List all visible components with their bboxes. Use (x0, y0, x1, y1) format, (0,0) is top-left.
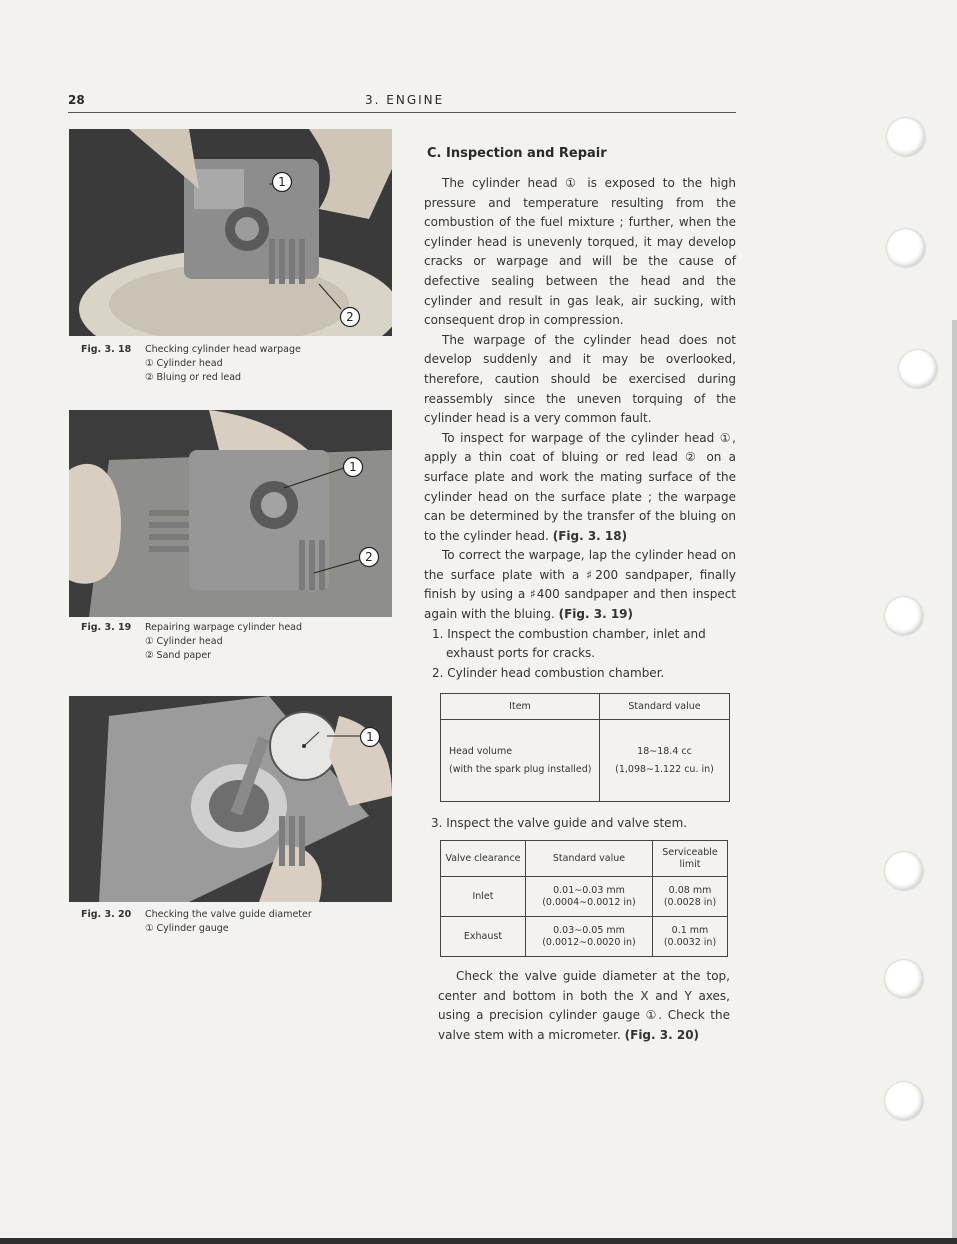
svg-text:2: 2 (365, 550, 373, 564)
paragraph (424, 546, 736, 624)
binder-hole-icon (885, 852, 923, 890)
binder-hole-icon (899, 350, 937, 388)
binder-hole-icon (885, 597, 923, 635)
page-edge (952, 320, 957, 1244)
list-item-3 (431, 814, 743, 834)
table-cell: Inlet (441, 877, 526, 917)
list-item: 1. Inspect the combustion chamber, inlet and exhaust ports for cracks. (432, 626, 706, 661)
cell-text: (0.0028 in) (663, 896, 717, 908)
cylinder-gauge-image (69, 696, 392, 902)
repairing-warpage-image (69, 410, 392, 617)
figure-3-19-photo (69, 410, 392, 617)
paragraph-text: Check the valve guide diameter at the top, center and bottom in both the X and Y axes, using a precision cylinder gauge ①. Check the valve stem with a micrometer. (438, 969, 730, 1042)
cell-text: 18∼18.4 cc (637, 745, 692, 757)
table-cell (600, 720, 730, 802)
svg-text:2: 2 (346, 310, 354, 324)
header-rule (68, 112, 736, 113)
figure-3-18-photo (69, 129, 392, 336)
marker-2-icon (358, 546, 380, 568)
figure-label: Fig. 3. 18 (81, 344, 132, 355)
binder-hole-icon (887, 229, 925, 267)
cell-text: 0.1 mm (671, 924, 709, 936)
figure-3-20-caption (81, 908, 381, 938)
figure-title: Checking the valve guide diameter (145, 909, 312, 920)
table-header: Standard value (526, 841, 653, 877)
figure-reference: (Fig. 3. 18) (552, 528, 628, 543)
cell-text: 0.08 mm (668, 884, 712, 896)
body-text-top (424, 174, 736, 683)
table-header: Valve clearance (441, 841, 526, 877)
paragraph: The cylinder head ① is exposed to the high pressure and temperature resulting from the combustion of the fuel mixture ; further, when the cylinder head is unevenly torqued, it may develop cracks or warpage and will be the cause of defective sealing between the head and the cylinder and result in gas leak, air sucking, with consequent drop in compression. (424, 176, 736, 328)
figure-item: ① Cylinder gauge (145, 923, 229, 934)
figure-3-20-photo (69, 696, 392, 902)
table-cell (441, 720, 600, 802)
svg-text:1: 1 (349, 460, 357, 474)
marker-1-icon (271, 171, 293, 193)
figure-item: ② Sand paper (145, 650, 212, 661)
figure-reference: (Fig. 3. 19) (558, 607, 634, 622)
table-header: Item (441, 694, 600, 720)
cell-text: Head volume (449, 745, 513, 757)
list-item: 3. Inspect the valve guide and valve stem. (431, 816, 688, 830)
marker-2-icon (339, 306, 361, 328)
cell-text: (0.0032 in) (663, 936, 717, 948)
table-cell (526, 877, 653, 917)
cell-text: 0.01∼0.03 mm (553, 884, 625, 896)
figure-item: ② Bluing or red lead (145, 372, 242, 383)
cell-text: (0.0012∼0.0020 in) (542, 936, 636, 948)
cell-text: (0.0004∼0.0012 in) (542, 896, 636, 908)
figure-reference: (Fig. 3. 20) (624, 1027, 700, 1042)
table-cell (526, 917, 653, 957)
figure-label: Fig. 3. 20 (81, 909, 132, 920)
figure-title: Repairing warpage cylinder head (145, 622, 303, 633)
scan-edge (0, 1238, 957, 1244)
figure-item: ① Cylinder head (145, 358, 223, 369)
table-header: Standard value (600, 694, 730, 720)
list-item: 2. Cylinder head combustion chamber. (432, 665, 665, 680)
valve-clearance-table (440, 840, 728, 957)
figure-item: ① Cylinder head (145, 636, 223, 647)
paragraph (438, 967, 730, 1045)
running-header: 3. ENGINE (365, 93, 445, 107)
table-row (441, 917, 728, 957)
cell-text: (1,098∼1.122 cu. in) (615, 763, 714, 775)
svg-text:1: 1 (366, 730, 374, 744)
table-cell (653, 877, 728, 917)
marker-1-icon (359, 726, 381, 748)
figure-3-18-caption (81, 343, 381, 388)
combustion-chamber-table (440, 693, 730, 802)
cell-text: 0.03∼0.05 mm (553, 924, 625, 936)
figure-label: Fig. 3. 19 (81, 622, 132, 633)
paragraph-text: To inspect for warpage of the cylinder head ①, apply a thin coat of bluing or red lead ② on a surface plate and work the mating surface of the cylinder head on the surface plate ; the warpage can be determined by the transfer of the bluing on to the cylinder head. (424, 430, 736, 543)
svg-text:1: 1 (278, 175, 286, 189)
paragraph (424, 429, 736, 547)
binder-hole-icon (885, 1082, 923, 1120)
paragraph: The warpage of the cylinder head does not develop suddenly and it may be overlooked, therefore, caution should be exercised during reassembly since the uneven torquing of the cylinder head is a very common fault. (424, 332, 736, 426)
marker-1-icon (342, 456, 364, 478)
table-row (441, 877, 728, 917)
figure-3-19-caption (81, 621, 381, 666)
table-header: Serviceable limit (653, 841, 728, 877)
table-cell: Exhaust (441, 917, 526, 957)
body-text-bottom (438, 967, 730, 1045)
paragraph-text: To correct the warpage, lap the cylinder head on the surface plate with a ♯200 sandpaper, finally finish by using a ♯400 sandpaper and then inspect again with the bluing. (424, 548, 736, 622)
figure-title: Checking cylinder head warpage (145, 344, 301, 355)
page-number: 28 (68, 93, 85, 107)
cylinder-head-warpage-image (69, 129, 392, 336)
binder-hole-icon (887, 118, 925, 156)
cell-text: (with the spark plug installed) (449, 763, 592, 775)
binder-hole-icon (885, 960, 923, 998)
table-cell (653, 917, 728, 957)
section-heading: C. Inspection and Repair (427, 146, 607, 161)
